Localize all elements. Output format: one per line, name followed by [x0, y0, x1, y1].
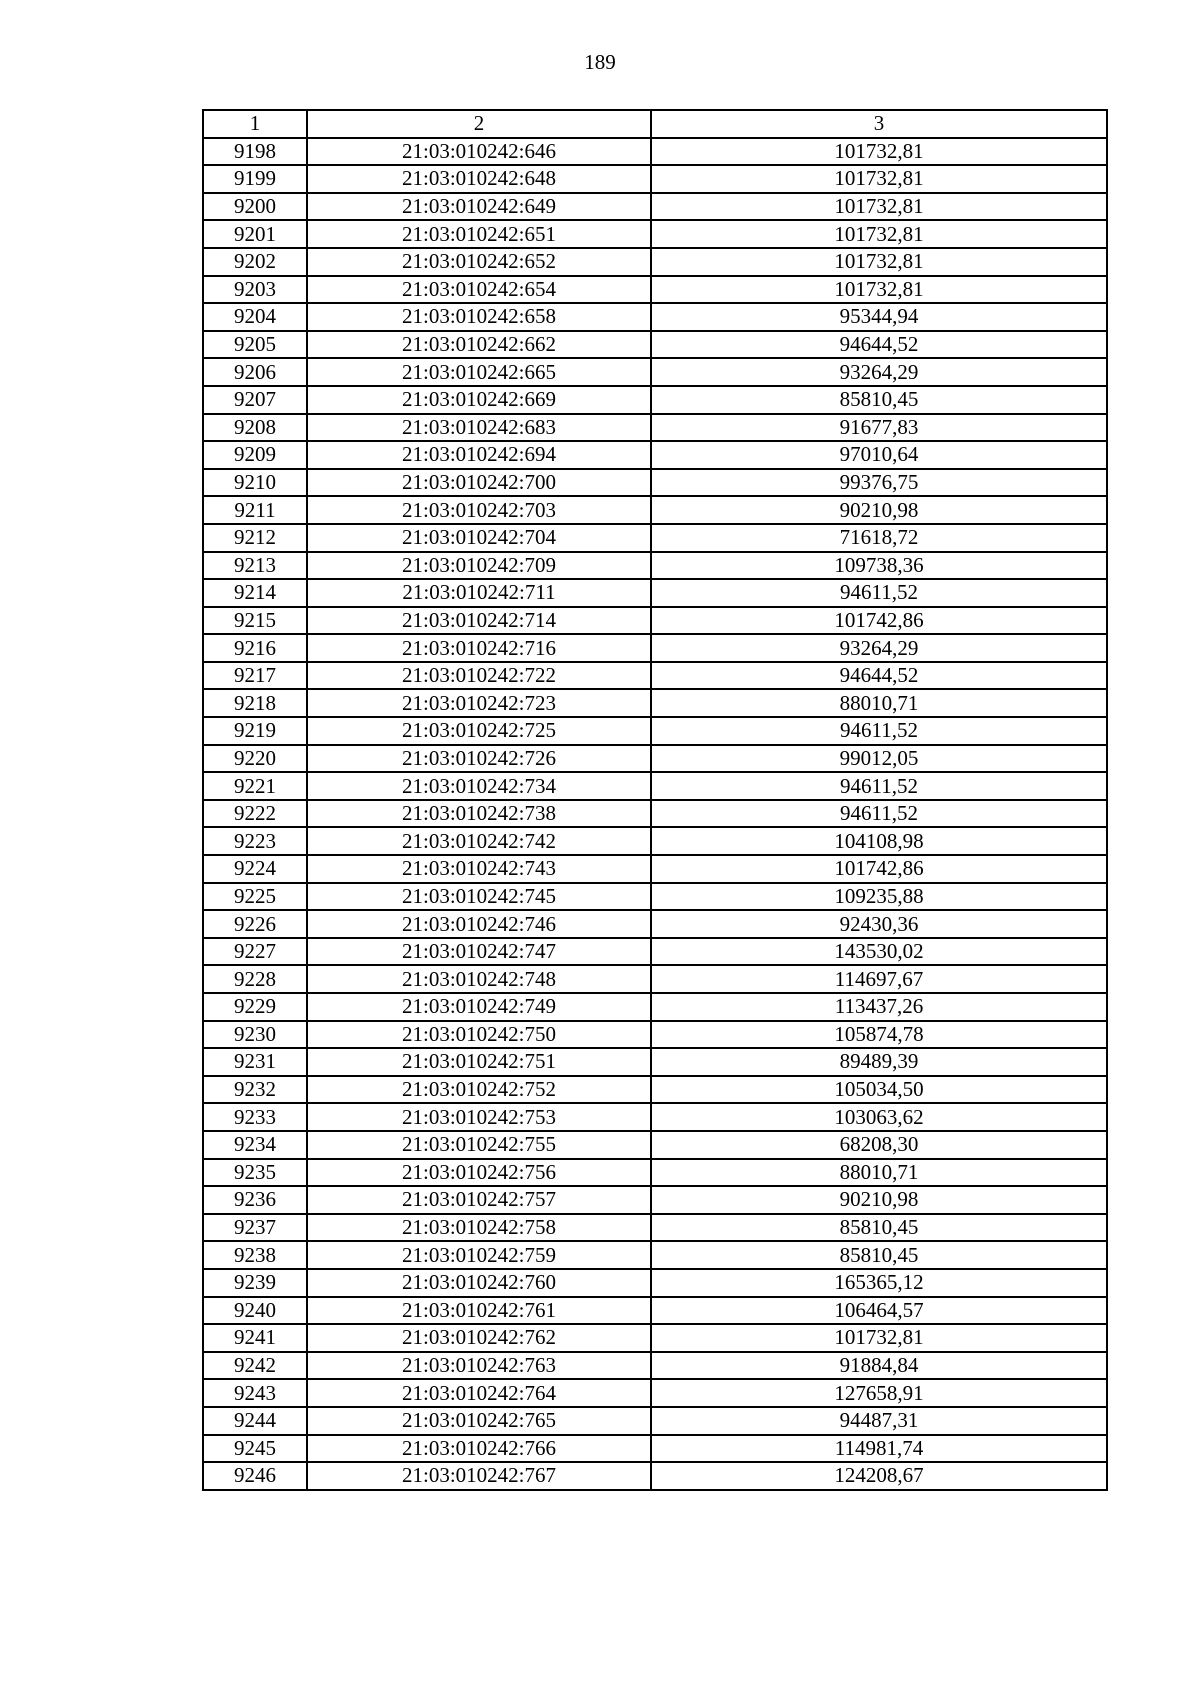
- table-row: [203, 1186, 1107, 1214]
- value-cell: 88010,71: [651, 689, 1107, 717]
- table-row: [203, 1021, 1107, 1049]
- table-row: [203, 910, 1107, 938]
- column-header-1: 1: [203, 110, 307, 138]
- table-row: [203, 441, 1107, 469]
- value-cell: 113437,26: [651, 993, 1107, 1021]
- row-number-cell: 9226: [203, 910, 307, 938]
- row-number-cell: 9230: [203, 1021, 307, 1049]
- row-number-cell: 9221: [203, 772, 307, 800]
- table-row: [203, 1352, 1107, 1380]
- table-row: [203, 993, 1107, 1021]
- value-cell: 101732,81: [651, 220, 1107, 248]
- table-row: [203, 331, 1107, 359]
- table-row: [203, 772, 1107, 800]
- table-row: [203, 1103, 1107, 1131]
- value-cell: 85810,45: [651, 1214, 1107, 1242]
- table-row: [203, 1159, 1107, 1187]
- value-cell: 124208,67: [651, 1462, 1107, 1490]
- cadastral-number-cell: 21:03:010242:726: [307, 745, 651, 773]
- table-row: [203, 745, 1107, 773]
- cadastral-number-cell: 21:03:010242:704: [307, 524, 651, 552]
- cadastral-number-cell: 21:03:010242:709: [307, 552, 651, 580]
- cadastral-number-cell: 21:03:010242:669: [307, 386, 651, 414]
- value-cell: 105034,50: [651, 1076, 1107, 1104]
- table-row: [203, 1297, 1107, 1325]
- table-row: [203, 965, 1107, 993]
- cadastral-number-cell: 21:03:010242:743: [307, 855, 651, 883]
- header-row: [203, 110, 1107, 138]
- table-row: [203, 1379, 1107, 1407]
- table-body: [203, 138, 1107, 1490]
- row-number-cell: 9198: [203, 138, 307, 166]
- row-number-cell: 9234: [203, 1131, 307, 1159]
- cadastral-number-cell: 21:03:010242:749: [307, 993, 651, 1021]
- row-number-cell: 9232: [203, 1076, 307, 1104]
- row-number-cell: 9245: [203, 1435, 307, 1463]
- row-number-cell: 9237: [203, 1214, 307, 1242]
- row-number-cell: 9207: [203, 386, 307, 414]
- cadastral-number-cell: 21:03:010242:745: [307, 883, 651, 911]
- cadastral-number-cell: 21:03:010242:703: [307, 496, 651, 524]
- row-number-cell: 9199: [203, 165, 307, 193]
- value-cell: 88010,71: [651, 1159, 1107, 1187]
- table-row: [203, 827, 1107, 855]
- table-row: [203, 469, 1107, 497]
- cadastral-number-cell: 21:03:010242:711: [307, 579, 651, 607]
- cadastral-number-cell: 21:03:010242:734: [307, 772, 651, 800]
- value-cell: 94487,31: [651, 1407, 1107, 1435]
- table-row: [203, 689, 1107, 717]
- cadastral-number-cell: 21:03:010242:757: [307, 1186, 651, 1214]
- value-cell: 127658,91: [651, 1379, 1107, 1407]
- table-row: [203, 938, 1107, 966]
- table-row: [203, 1462, 1107, 1490]
- row-number-cell: 9218: [203, 689, 307, 717]
- value-cell: 89489,39: [651, 1048, 1107, 1076]
- cadastral-number-cell: 21:03:010242:700: [307, 469, 651, 497]
- value-cell: 101742,86: [651, 855, 1107, 883]
- value-cell: 97010,64: [651, 441, 1107, 469]
- table-row: [203, 496, 1107, 524]
- table-row: [203, 855, 1107, 883]
- cadastral-number-cell: 21:03:010242:756: [307, 1159, 651, 1187]
- cadastral-number-cell: 21:03:010242:714: [307, 607, 651, 635]
- table-row: [203, 662, 1107, 690]
- value-cell: 93264,29: [651, 358, 1107, 386]
- value-cell: 94611,52: [651, 579, 1107, 607]
- value-cell: 85810,45: [651, 1241, 1107, 1269]
- table-row: [203, 552, 1107, 580]
- cadastral-number-cell: 21:03:010242:747: [307, 938, 651, 966]
- row-number-cell: 9220: [203, 745, 307, 773]
- cadastral-number-cell: 21:03:010242:758: [307, 1214, 651, 1242]
- table-row: [203, 303, 1107, 331]
- table-row: [203, 358, 1107, 386]
- row-number-cell: 9216: [203, 634, 307, 662]
- column-header-3: 3: [651, 110, 1107, 138]
- table-row: [203, 1241, 1107, 1269]
- row-number-cell: 9202: [203, 248, 307, 276]
- cadastral-number-cell: 21:03:010242:765: [307, 1407, 651, 1435]
- value-cell: 94611,52: [651, 800, 1107, 828]
- cadastral-number-cell: 21:03:010242:753: [307, 1103, 651, 1131]
- value-cell: 95344,94: [651, 303, 1107, 331]
- row-number-cell: 9200: [203, 193, 307, 221]
- table-row: [203, 579, 1107, 607]
- cadastral-number-cell: 21:03:010242:766: [307, 1435, 651, 1463]
- table-row: [203, 138, 1107, 166]
- cadastral-number-cell: 21:03:010242:683: [307, 414, 651, 442]
- value-cell: 101732,81: [651, 138, 1107, 166]
- column-header-2: 2: [307, 110, 651, 138]
- row-number-cell: 9243: [203, 1379, 307, 1407]
- value-cell: 85810,45: [651, 386, 1107, 414]
- table-row: [203, 193, 1107, 221]
- row-number-cell: 9217: [203, 662, 307, 690]
- cadastral-number-cell: 21:03:010242:725: [307, 717, 651, 745]
- cadastral-number-cell: 21:03:010242:652: [307, 248, 651, 276]
- value-cell: 114981,74: [651, 1435, 1107, 1463]
- value-cell: 101732,81: [651, 276, 1107, 304]
- row-number-cell: 9208: [203, 414, 307, 442]
- value-cell: 109235,88: [651, 883, 1107, 911]
- table-row: [203, 248, 1107, 276]
- row-number-cell: 9231: [203, 1048, 307, 1076]
- row-number-cell: 9227: [203, 938, 307, 966]
- table-row: [203, 414, 1107, 442]
- cadastral-number-cell: 21:03:010242:738: [307, 800, 651, 828]
- row-number-cell: 9209: [203, 441, 307, 469]
- table-row: [203, 276, 1107, 304]
- cadastral-number-cell: 21:03:010242:750: [307, 1021, 651, 1049]
- cadastral-number-cell: 21:03:010242:767: [307, 1462, 651, 1490]
- value-cell: 91677,83: [651, 414, 1107, 442]
- value-cell: 103063,62: [651, 1103, 1107, 1131]
- row-number-cell: 9215: [203, 607, 307, 635]
- cadastral-number-cell: 21:03:010242:761: [307, 1297, 651, 1325]
- table-row: [203, 634, 1107, 662]
- cadastral-number-cell: 21:03:010242:759: [307, 1241, 651, 1269]
- cadastral-number-cell: 21:03:010242:762: [307, 1324, 651, 1352]
- cadastral-number-cell: 21:03:010242:723: [307, 689, 651, 717]
- row-number-cell: 9228: [203, 965, 307, 993]
- row-number-cell: 9204: [203, 303, 307, 331]
- table-row: [203, 386, 1107, 414]
- cadastral-number-cell: 21:03:010242:716: [307, 634, 651, 662]
- cadastral-number-cell: 21:03:010242:651: [307, 220, 651, 248]
- table-row: [203, 524, 1107, 552]
- cadastral-number-cell: 21:03:010242:742: [307, 827, 651, 855]
- value-cell: 71618,72: [651, 524, 1107, 552]
- value-cell: 94611,52: [651, 717, 1107, 745]
- table-row: [203, 1407, 1107, 1435]
- value-cell: 101732,81: [651, 193, 1107, 221]
- table-row: [203, 1214, 1107, 1242]
- cadastral-number-cell: 21:03:010242:646: [307, 138, 651, 166]
- cadastral-number-cell: 21:03:010242:751: [307, 1048, 651, 1076]
- value-cell: 92430,36: [651, 910, 1107, 938]
- value-cell: 91884,84: [651, 1352, 1107, 1380]
- table-row: [203, 1324, 1107, 1352]
- row-number-cell: 9246: [203, 1462, 307, 1490]
- cadastral-number-cell: 21:03:010242:654: [307, 276, 651, 304]
- table-row: [203, 607, 1107, 635]
- value-cell: 101732,81: [651, 165, 1107, 193]
- row-number-cell: 9241: [203, 1324, 307, 1352]
- value-cell: 90210,98: [651, 496, 1107, 524]
- cadastral-number-cell: 21:03:010242:694: [307, 441, 651, 469]
- row-number-cell: 9201: [203, 220, 307, 248]
- table-row: [203, 800, 1107, 828]
- cadastral-number-cell: 21:03:010242:722: [307, 662, 651, 690]
- table-row: [203, 1435, 1107, 1463]
- data-table: [202, 109, 1108, 1491]
- table-row: [203, 1076, 1107, 1104]
- row-number-cell: 9211: [203, 496, 307, 524]
- row-number-cell: 9210: [203, 469, 307, 497]
- row-number-cell: 9212: [203, 524, 307, 552]
- table-row: [203, 220, 1107, 248]
- cadastral-number-cell: 21:03:010242:746: [307, 910, 651, 938]
- value-cell: 104108,98: [651, 827, 1107, 855]
- page-number: 189: [584, 50, 616, 74]
- row-number-cell: 9240: [203, 1297, 307, 1325]
- cadastral-number-cell: 21:03:010242:752: [307, 1076, 651, 1104]
- table-row: [203, 165, 1107, 193]
- value-cell: 94644,52: [651, 331, 1107, 359]
- value-cell: 94644,52: [651, 662, 1107, 690]
- row-number-cell: 9235: [203, 1159, 307, 1187]
- row-number-cell: 9205: [203, 331, 307, 359]
- cadastral-number-cell: 21:03:010242:763: [307, 1352, 651, 1380]
- value-cell: 106464,57: [651, 1297, 1107, 1325]
- table-row: [203, 1269, 1107, 1297]
- table-row: [203, 883, 1107, 911]
- cadastral-number-cell: 21:03:010242:764: [307, 1379, 651, 1407]
- row-number-cell: 9223: [203, 827, 307, 855]
- row-number-cell: 9244: [203, 1407, 307, 1435]
- value-cell: 68208,30: [651, 1131, 1107, 1159]
- value-cell: 93264,29: [651, 634, 1107, 662]
- table-row: [203, 1131, 1107, 1159]
- cadastral-number-cell: 21:03:010242:658: [307, 303, 651, 331]
- value-cell: 99376,75: [651, 469, 1107, 497]
- row-number-cell: 9206: [203, 358, 307, 386]
- row-number-cell: 9233: [203, 1103, 307, 1131]
- row-number-cell: 9222: [203, 800, 307, 828]
- cadastral-number-cell: 21:03:010242:648: [307, 165, 651, 193]
- cadastral-number-cell: 21:03:010242:760: [307, 1269, 651, 1297]
- value-cell: 101732,81: [651, 248, 1107, 276]
- row-number-cell: 9219: [203, 717, 307, 745]
- cadastral-number-cell: 21:03:010242:755: [307, 1131, 651, 1159]
- value-cell: 105874,78: [651, 1021, 1107, 1049]
- cadastral-number-cell: 21:03:010242:748: [307, 965, 651, 993]
- value-cell: 165365,12: [651, 1269, 1107, 1297]
- row-number-cell: 9242: [203, 1352, 307, 1380]
- value-cell: 101742,86: [651, 607, 1107, 635]
- cadastral-number-cell: 21:03:010242:649: [307, 193, 651, 221]
- row-number-cell: 9239: [203, 1269, 307, 1297]
- row-number-cell: 9225: [203, 883, 307, 911]
- row-number-cell: 9238: [203, 1241, 307, 1269]
- row-number-cell: 9229: [203, 993, 307, 1021]
- value-cell: 114697,67: [651, 965, 1107, 993]
- cadastral-number-cell: 21:03:010242:662: [307, 331, 651, 359]
- table-header: [203, 110, 1107, 138]
- row-number-cell: 9213: [203, 552, 307, 580]
- row-number-cell: 9203: [203, 276, 307, 304]
- value-cell: 109738,36: [651, 552, 1107, 580]
- value-cell: 90210,98: [651, 1186, 1107, 1214]
- row-number-cell: 9214: [203, 579, 307, 607]
- row-number-cell: 9224: [203, 855, 307, 883]
- value-cell: 99012,05: [651, 745, 1107, 773]
- table-row: [203, 1048, 1107, 1076]
- cadastral-number-cell: 21:03:010242:665: [307, 358, 651, 386]
- value-cell: 94611,52: [651, 772, 1107, 800]
- value-cell: 143530,02: [651, 938, 1107, 966]
- row-number-cell: 9236: [203, 1186, 307, 1214]
- table-row: [203, 717, 1107, 745]
- value-cell: 101732,81: [651, 1324, 1107, 1352]
